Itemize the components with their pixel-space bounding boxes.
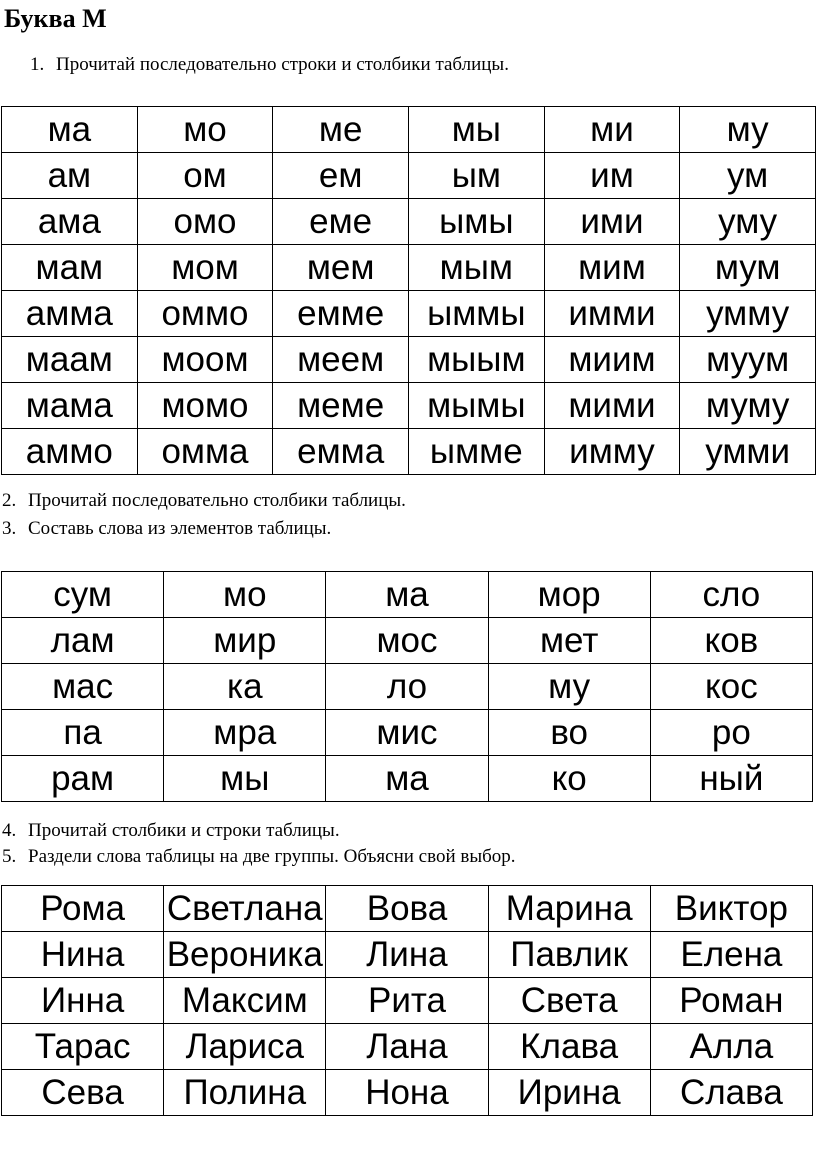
table-cell: ым (408, 153, 544, 199)
page-title: Буква М (4, 4, 107, 33)
table-cell: ный (650, 756, 812, 802)
table-cell: во (488, 710, 650, 756)
table-cell: Вероника (164, 932, 326, 978)
table-cell: сло (650, 572, 812, 618)
table-cell: Роман (650, 978, 812, 1024)
task-4 (2, 820, 340, 842)
table-cell: ко (488, 756, 650, 802)
table-cell: му (488, 664, 650, 710)
syllable-table (1, 106, 816, 475)
table-cell: меем (273, 337, 409, 383)
table-cell: емме (273, 291, 409, 337)
task-5 (2, 846, 516, 868)
table-cell: ими (544, 199, 680, 245)
table-cell: имми (544, 291, 680, 337)
table-cell: мы (408, 107, 544, 153)
table-cell: им (544, 153, 680, 199)
task-3-text: Составь слова из элементов таблицы. (28, 518, 332, 539)
table-cell: ми (544, 107, 680, 153)
table-row (2, 429, 816, 475)
table-cell: ум (680, 153, 816, 199)
table-cell: мир (164, 618, 326, 664)
table-cell: сум (2, 572, 164, 618)
table-row (2, 1024, 813, 1070)
word-building-table (1, 571, 813, 802)
table-cell: умму (680, 291, 816, 337)
table-cell: имму (544, 429, 680, 475)
table-cell: му (680, 107, 816, 153)
task-4-text: Прочитай столбики и строки таблицы. (28, 820, 340, 841)
table-row (2, 664, 813, 710)
table-cell: муму (680, 383, 816, 429)
table-cell: миим (544, 337, 680, 383)
table-row (2, 199, 816, 245)
task-5-text: Раздели слова таблицы на две группы. Объясни свой выбор. (28, 846, 516, 867)
table-cell: умми (680, 429, 816, 475)
table-cell: Светлана (164, 886, 326, 932)
table-row (2, 291, 816, 337)
table-cell: мем (273, 245, 409, 291)
table-cell: мом (137, 245, 273, 291)
table-cell: ем (273, 153, 409, 199)
names-table (1, 885, 813, 1116)
task-5-number: 5. (2, 846, 17, 867)
table-cell: емма (273, 429, 409, 475)
table-cell: мо (137, 107, 273, 153)
table-cell: мим (544, 245, 680, 291)
table-cell: мис (326, 710, 488, 756)
table-row (2, 886, 813, 932)
table-row (2, 710, 813, 756)
table-cell: омма (137, 429, 273, 475)
table-cell: ка (164, 664, 326, 710)
table-cell: Лина (326, 932, 488, 978)
table-cell: мымы (408, 383, 544, 429)
table-cell: Вова (326, 886, 488, 932)
table-row (2, 932, 813, 978)
table-cell: Павлик (488, 932, 650, 978)
table-cell: ков (650, 618, 812, 664)
table-cell: ама (2, 199, 138, 245)
table-row (2, 383, 816, 429)
table-cell: Елена (650, 932, 812, 978)
table-cell: оммо (137, 291, 273, 337)
table-cell: аммо (2, 429, 138, 475)
table-cell: мо (164, 572, 326, 618)
table-cell: Лариса (164, 1024, 326, 1070)
table-cell: Тарас (2, 1024, 164, 1070)
task-1 (30, 54, 509, 76)
table-cell: Слава (650, 1070, 812, 1116)
table-cell: Сева (2, 1070, 164, 1116)
table-cell: момо (137, 383, 273, 429)
table-cell: муум (680, 337, 816, 383)
table-cell: ом (137, 153, 273, 199)
table-row (2, 337, 816, 383)
task-1-number: 1. (30, 54, 45, 75)
task-3-number: 3. (2, 518, 17, 539)
table-cell: Рома (2, 886, 164, 932)
table-cell: па (2, 710, 164, 756)
table-row (2, 978, 813, 1024)
table-row (2, 153, 816, 199)
task-3 (2, 518, 331, 540)
table-cell: ло (326, 664, 488, 710)
table-cell: кос (650, 664, 812, 710)
task-2 (2, 490, 406, 512)
table-cell: мет (488, 618, 650, 664)
task-2-number: 2. (2, 490, 17, 511)
task-1-text: Прочитай последовательно строки и столбики таблицы. (56, 54, 509, 75)
table-cell: ма (326, 572, 488, 618)
table-cell: ам (2, 153, 138, 199)
table-cell: ме (273, 107, 409, 153)
table-cell: Нона (326, 1070, 488, 1116)
table-cell: мам (2, 245, 138, 291)
table-cell: Лана (326, 1024, 488, 1070)
table-cell: ыммы (408, 291, 544, 337)
table-cell: Марина (488, 886, 650, 932)
table-cell: Света (488, 978, 650, 1024)
table-cell: Полина (164, 1070, 326, 1116)
table-cell: Клава (488, 1024, 650, 1070)
table-cell: моом (137, 337, 273, 383)
table-cell: амма (2, 291, 138, 337)
table-cell: уму (680, 199, 816, 245)
table-row (2, 245, 816, 291)
table-row (2, 618, 813, 664)
table-cell: мум (680, 245, 816, 291)
table-cell: мы (164, 756, 326, 802)
table-cell: лам (2, 618, 164, 664)
table-cell: Рита (326, 978, 488, 1024)
table-cell: Нина (2, 932, 164, 978)
table-cell: мор (488, 572, 650, 618)
table-cell: еме (273, 199, 409, 245)
table-cell: меме (273, 383, 409, 429)
table-cell: Инна (2, 978, 164, 1024)
table-cell: Алла (650, 1024, 812, 1070)
task-4-number: 4. (2, 820, 17, 841)
table-cell: ма (326, 756, 488, 802)
table-cell: мыым (408, 337, 544, 383)
table-cell: мым (408, 245, 544, 291)
table-cell: ымы (408, 199, 544, 245)
table-cell: Ирина (488, 1070, 650, 1116)
table-row (2, 572, 813, 618)
table-cell: ма (2, 107, 138, 153)
table-cell: мама (2, 383, 138, 429)
task-2-text: Прочитай последовательно столбики таблицы. (28, 490, 406, 511)
table-cell: мос (326, 618, 488, 664)
table-cell: мра (164, 710, 326, 756)
table-row (2, 107, 816, 153)
table-row (2, 756, 813, 802)
table-row (2, 1070, 813, 1116)
table-cell: омо (137, 199, 273, 245)
table-cell: рам (2, 756, 164, 802)
table-cell: Максим (164, 978, 326, 1024)
table-cell: маам (2, 337, 138, 383)
table-cell: Виктор (650, 886, 812, 932)
table-cell: мими (544, 383, 680, 429)
table-cell: ымме (408, 429, 544, 475)
table-cell: ро (650, 710, 812, 756)
table-cell: мас (2, 664, 164, 710)
